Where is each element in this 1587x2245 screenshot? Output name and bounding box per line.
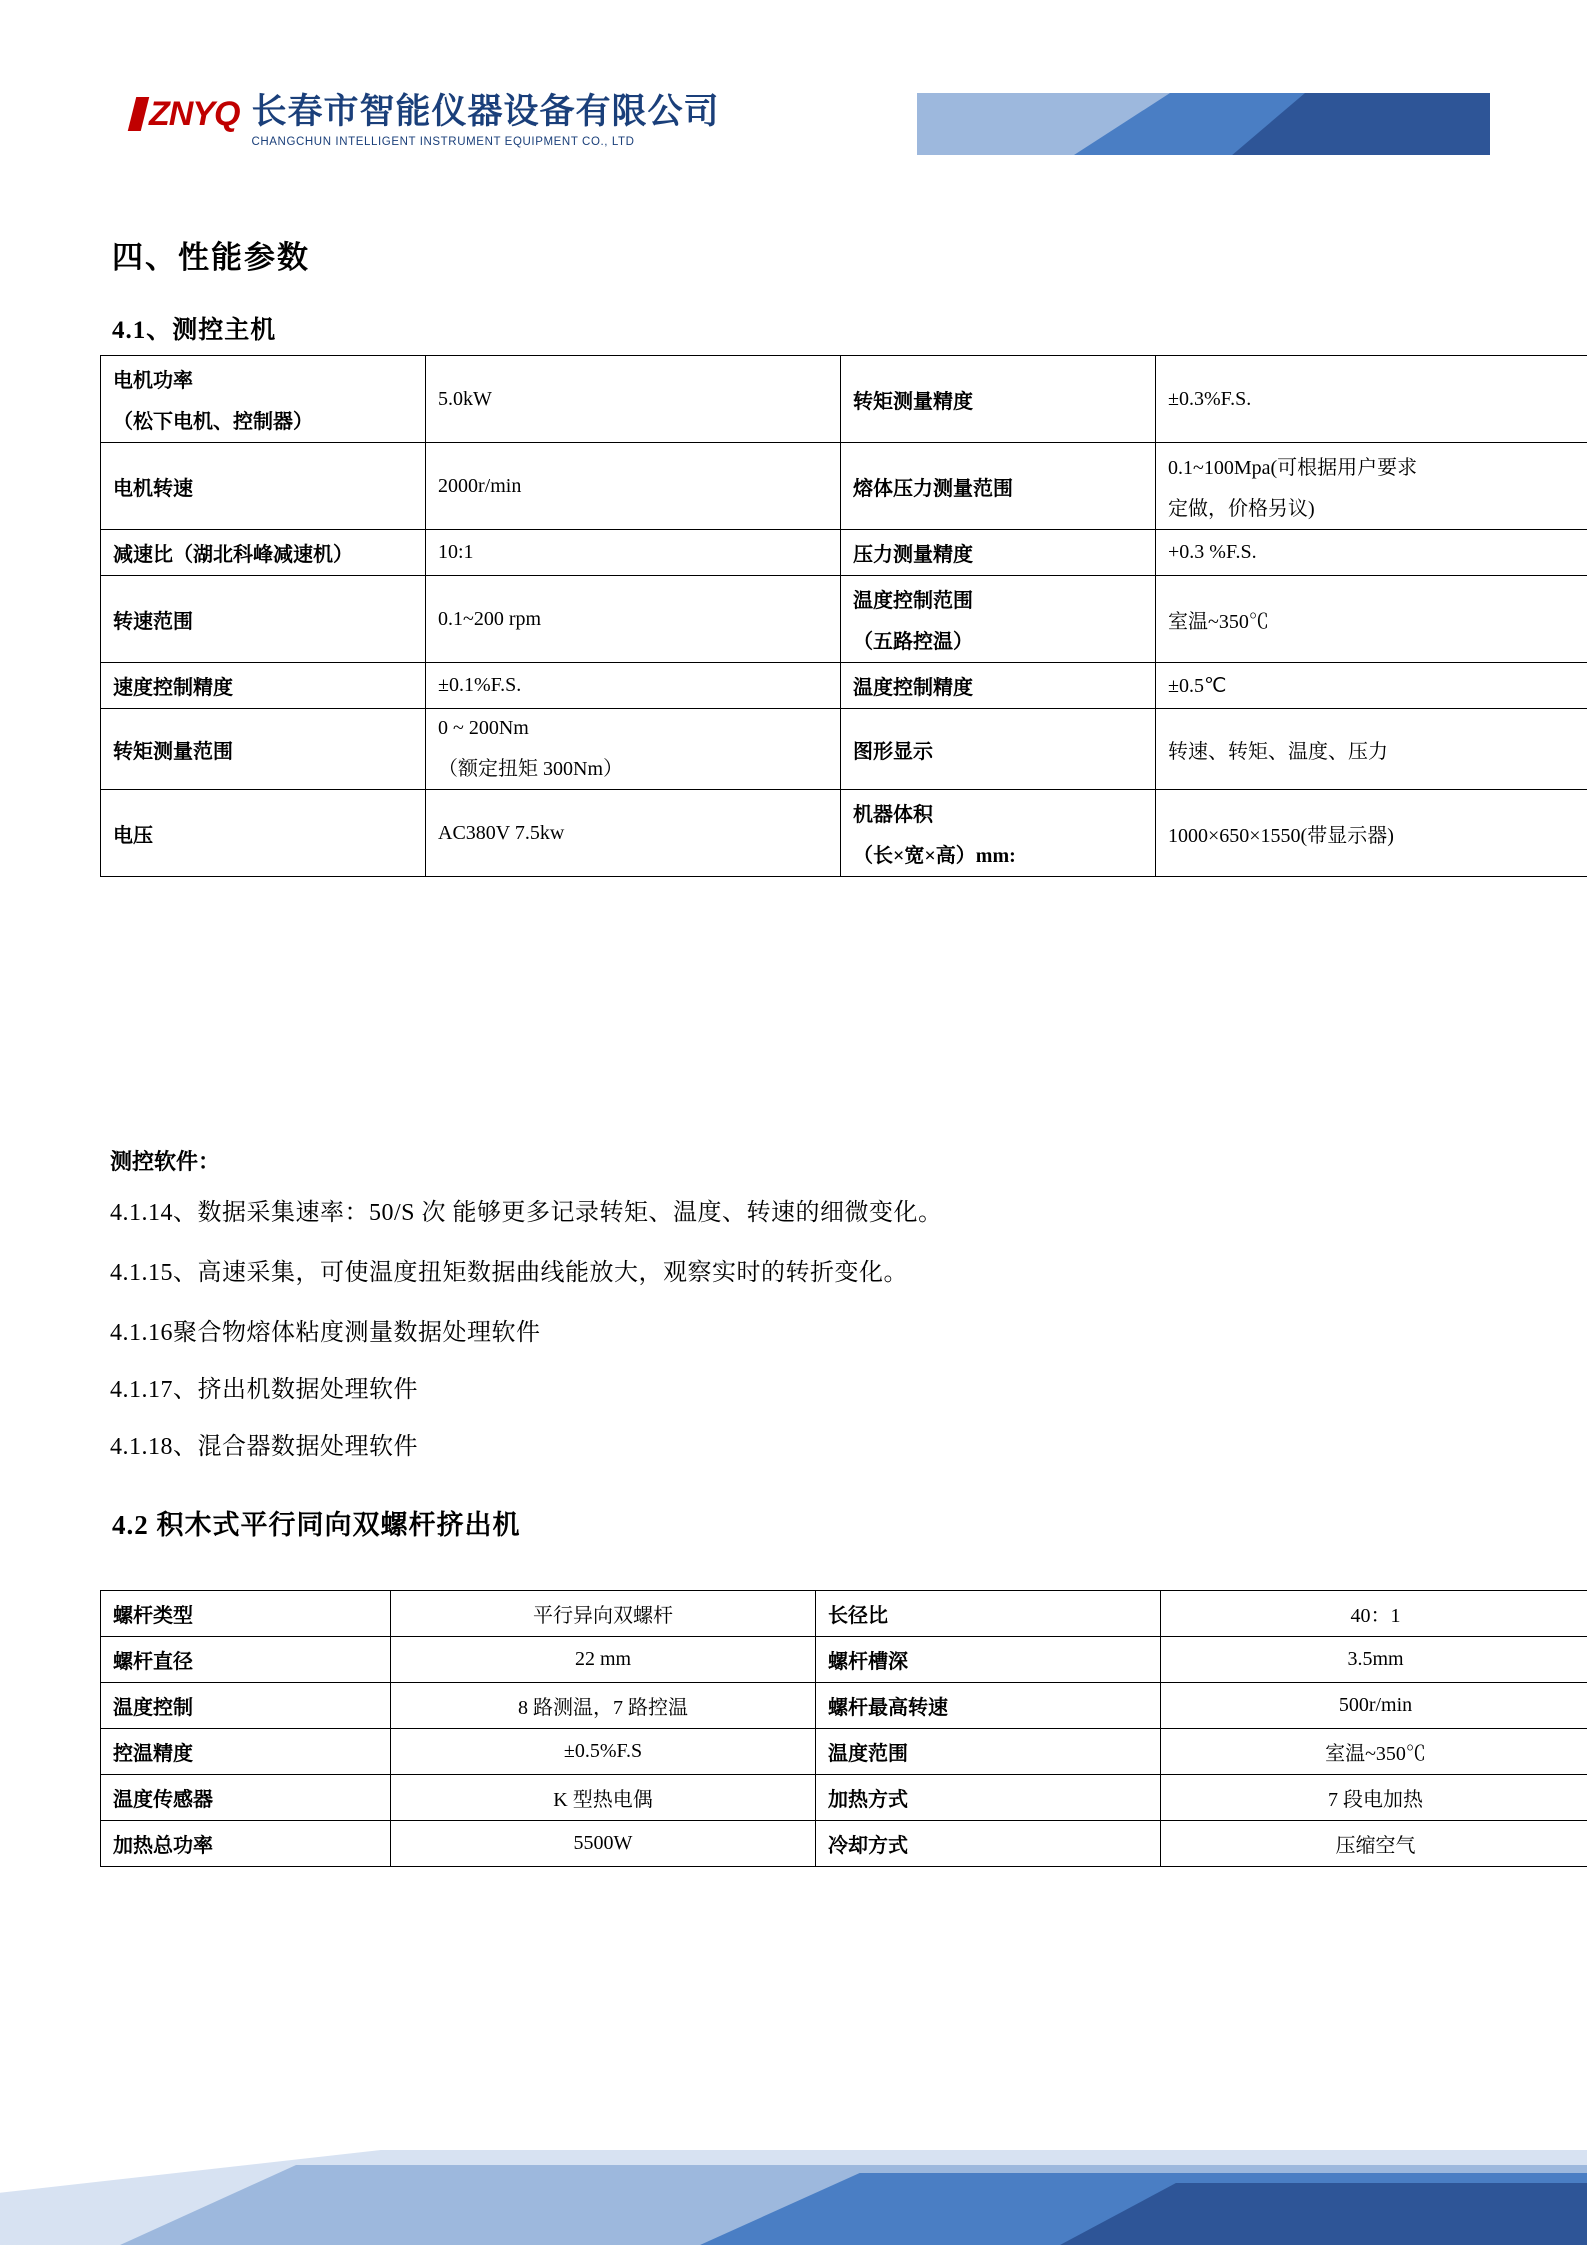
cell-label-text: 机器体积 [853,804,933,826]
cell-value-text: 0.1~100Mpa(可根据用户要求 [1168,457,1418,479]
logo-mark [132,92,239,136]
cell-value: 500r/min [1161,1683,1587,1729]
cell-label [841,663,1156,709]
cell-value: 7 段电加热 [1161,1775,1587,1821]
cell-label: 温度范围 [816,1729,1161,1775]
cell-value [1156,576,1587,663]
cell-label [101,576,426,663]
cell-value [426,443,841,530]
cell-value-text: 0.1~200 rpm [438,607,542,630]
cell-label [841,530,1156,576]
cell-value-sub: 定做，价格另议) [1168,498,1315,520]
cell-label-text: 电机功率 [113,370,193,392]
cell-label [101,663,426,709]
software-list-item: 4.1.16聚合物熔体粘度测量数据处理软件 [110,1320,541,1346]
cell-value [426,663,841,709]
table-row [101,443,1587,530]
cell-label: 加热总功率 [101,1821,391,1867]
cell-label-text: 温度控制精度 [853,677,973,699]
cell-label: 螺杆类型 [101,1591,391,1637]
software-list-item: 4.1.14、数据采集速率：50/S 次 能够更多记录转矩、温度、转速的细微变化。 [110,1200,943,1226]
section-heading-1: 四、性能参数 [112,240,310,275]
cell-value-sub: （额定扭矩 300Nm） [438,758,623,780]
cell-label-sub: （长×宽×高）mm: [853,845,1016,867]
cell-label-text: 温度控制范围 [853,590,973,612]
cell-label-text: 转速范围 [113,610,193,633]
cell-label: 螺杆最高转速 [816,1683,1161,1729]
table-row [101,709,1587,790]
spec-table-main-unit [100,355,1587,877]
cell-label [101,530,426,576]
cell-label: 控温精度 [101,1729,391,1775]
table-row [101,1775,1587,1821]
cell-value [426,576,841,663]
section-heading-4-2: 4.2 积木式平行同向双螺杆挤出机 [112,1510,521,1540]
cell-label-text: 减速比（湖北科峰减速机） [113,544,353,566]
cell-value-text: AC380V 7.5kw [438,821,565,844]
cell-label [101,790,426,877]
cell-value: 压缩空气 [1161,1821,1587,1867]
cell-label: 加热方式 [816,1775,1161,1821]
cell-value: 平行异向双螺杆 [391,1591,816,1637]
cell-label [841,576,1156,663]
cell-value [426,530,841,576]
logo-mark-text: ZNYQ [149,94,240,133]
cell-label-text: 电压 [113,824,153,847]
cell-label [841,443,1156,530]
cell-label: 温度传感器 [101,1775,391,1821]
cell-label-text: 电机转速 [113,477,193,500]
cell-value [1156,790,1587,877]
table-row [101,530,1587,576]
cell-value [1156,443,1587,530]
cell-value: 22 mm [391,1637,816,1683]
cell-value-text: ±0.5℃ [1168,675,1227,697]
cell-value: ±0.5%F.S [391,1729,816,1775]
cell-value: 室温~350℃ [1161,1729,1587,1775]
cell-value [426,790,841,877]
cell-label-text: 压力测量精度 [853,544,973,566]
cell-value [426,709,841,790]
software-section-title: 测控软件： [110,1149,221,1174]
cell-value: 40：1 [1161,1591,1587,1637]
table-row [101,1683,1587,1729]
table-row [101,1637,1587,1683]
cell-label-text: 转矩测量精度 [853,390,973,413]
cell-label-text: 转矩测量范围 [113,740,233,763]
company-name-block [251,92,719,148]
table-row [101,790,1587,877]
cell-label-text: 速度控制精度 [113,677,233,699]
table-row [101,1591,1587,1637]
cell-label: 长径比 [816,1591,1161,1637]
cell-label [101,443,426,530]
software-list-item: 4.1.17、挤出机数据处理软件 [110,1377,418,1403]
table-row [101,1821,1587,1867]
cell-value [426,356,841,443]
cell-label-sub: （松下电机、控制器） [113,411,313,433]
table-row [101,576,1587,663]
table-row [101,663,1587,709]
spec-table-extruder [100,1590,1587,1867]
cell-value: 8 路测温，7 路控温 [391,1683,816,1729]
cell-label [841,709,1156,790]
cell-label: 温度控制 [101,1683,391,1729]
page-footer [0,2065,1587,2245]
cell-label: 螺杆直径 [101,1637,391,1683]
cell-label-sub: （五路控温） [853,631,973,653]
table-row [101,1729,1587,1775]
cell-label [841,790,1156,877]
company-name-cn: 长春市智能仪器设备有限公司 [251,92,720,131]
cell-value [1156,356,1587,443]
cell-value-text: 0 ~ 200Nm [438,717,529,739]
cell-label: 冷却方式 [816,1821,1161,1867]
cell-label [841,356,1156,443]
cell-label [101,356,426,443]
cell-value-text: ±0.1%F.S. [438,674,522,696]
cell-value: K 型热电偶 [391,1775,816,1821]
company-logo [132,92,719,148]
cell-value-text: 转速、转矩、温度、压力 [1168,740,1388,763]
company-name-en: CHANGCHUN INTELLIGENT INSTRUMENT EQUIPMENT CO., LTD [251,136,635,148]
cell-value-text: 1000×650×1550(带显示器) [1168,824,1394,847]
cell-value: 5500W [391,1821,816,1867]
cell-value-text: 室温~350℃ [1168,610,1269,633]
software-list-item: 4.1.18、混合器数据处理软件 [110,1434,418,1460]
software-list-item: 4.1.15、高速采集，可使温度扭矩数据曲线能放大，观察实时的转折变化。 [110,1260,908,1286]
cell-value [1156,709,1587,790]
cell-label: 螺杆槽深 [816,1637,1161,1683]
cell-value-text: 5.0kW [438,387,492,410]
section-heading-4-1: 4.1、测控主机 [112,317,277,344]
cell-value: 3.5mm [1161,1637,1587,1683]
cell-value-text: 2000r/min [438,474,522,497]
cell-label [101,709,426,790]
table-row [101,356,1587,443]
cell-label-text: 熔体压力测量范围 [853,477,1013,500]
cell-label-text: 图形显示 [853,740,933,763]
cell-value [1156,663,1587,709]
cell-value-text: +0.3 %F.S. [1168,541,1257,563]
page-header [0,0,1587,200]
cell-value-text: 10:1 [438,541,474,563]
cell-value [1156,530,1587,576]
cell-value-text: ±0.3%F.S. [1168,387,1252,410]
